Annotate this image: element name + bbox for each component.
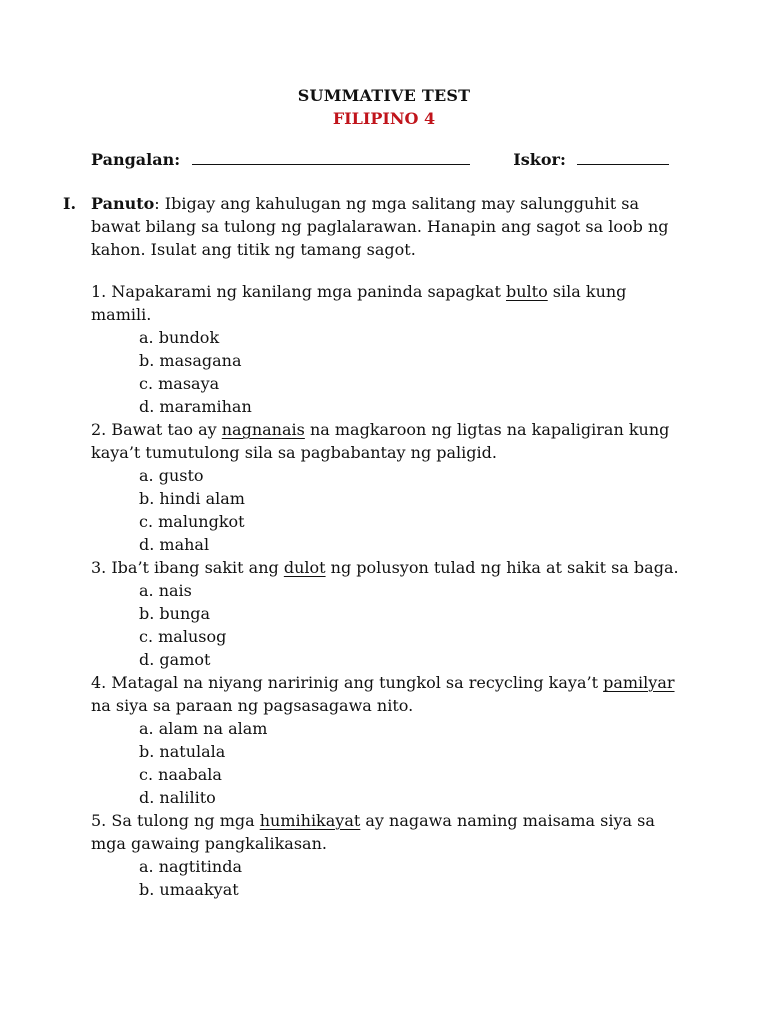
choice-list: [91, 326, 691, 418]
instructions-block: [63, 192, 683, 261]
student-info-row: [91, 150, 691, 169]
choice-option[interactable]: c. masaya: [139, 374, 220, 393]
underlined-word: dulot: [283, 558, 326, 577]
choice-option[interactable]: d. maramihan: [139, 397, 252, 416]
question-list: [91, 280, 691, 901]
question-text-after: ng polusyon tulad ng hika at sakit sa baga.: [325, 558, 679, 577]
choice-option[interactable]: d. nalilito: [139, 788, 216, 807]
choice-option[interactable]: c. malusog: [139, 627, 227, 646]
instructions-text: [91, 192, 683, 261]
choice-list: [91, 717, 691, 809]
choice-option[interactable]: b. masagana: [139, 351, 242, 370]
choice-option[interactable]: c. malungkot: [139, 512, 245, 531]
question-item: [91, 671, 691, 809]
underlined-word: humihikayat: [259, 811, 361, 830]
question-text: [91, 280, 691, 326]
choice-list: [91, 464, 691, 556]
question-item: [91, 418, 691, 556]
choice-option[interactable]: b. natulala: [139, 742, 226, 761]
underlined-word: nagnanais: [221, 420, 305, 439]
question-text: [91, 671, 691, 717]
score-blank-line[interactable]: [577, 150, 669, 165]
choice-list: [91, 855, 691, 901]
underlined-word: pamilyar: [603, 673, 675, 692]
score-label: Iskor:: [513, 150, 566, 169]
question-text: [91, 809, 691, 855]
choice-option[interactable]: b. bunga: [139, 604, 211, 623]
name-blank-line[interactable]: [192, 150, 470, 165]
instructions-body: : Ibigay ang kahulugan ng mga salitang may salungguhit sa bawat bilang sa tulong ng paglalarawan. Hanapin ang sagot sa loob ng kahon. Isulat ang titik ng tamang sagot.: [91, 194, 669, 259]
choice-list: [91, 579, 691, 671]
instructions-keyword: Panuto: [91, 194, 155, 213]
question-text-before: 1. Napakarami ng kanilang mga paninda sapagkat: [91, 282, 506, 301]
name-label: Pangalan:: [91, 150, 181, 169]
choice-option[interactable]: d. mahal: [139, 535, 210, 554]
choice-option[interactable]: a. gusto: [139, 466, 204, 485]
question-text-before: 3. Iba’t ibang sakit ang: [91, 558, 284, 577]
choice-option[interactable]: a. alam na alam: [139, 719, 268, 738]
question-text-after: ay nagawa naming maisama siya sa mga gawaing pangkalikasan.: [91, 811, 655, 853]
question-text-before: 2. Bawat tao ay: [91, 420, 222, 439]
question-text-before: 5. Sa tulong ng mga: [91, 811, 260, 830]
question-text: [91, 556, 691, 579]
section-number: I.: [63, 194, 77, 213]
question-item: [91, 809, 691, 901]
choice-option[interactable]: a. nais: [139, 581, 192, 600]
choice-option[interactable]: c. naabala: [139, 765, 222, 784]
question-item: [91, 556, 691, 671]
question-text-after: sila kung mamili.: [91, 282, 627, 324]
choice-option[interactable]: b. hindi alam: [139, 489, 245, 508]
choice-option[interactable]: b. umaakyat: [139, 880, 239, 899]
choice-option[interactable]: d. gamot: [139, 650, 211, 669]
page-title: SUMMATIVE TEST: [297, 86, 471, 105]
question-text-after: na siya sa paraan ng pagsasagawa nito.: [91, 696, 414, 715]
page-subtitle: FILIPINO 4: [332, 109, 436, 128]
question-text-before: 4. Matagal na niyang naririnig ang tungkol sa recycling kaya’t: [91, 673, 604, 692]
underlined-word: bulto: [505, 282, 548, 301]
choice-option[interactable]: a. nagtitinda: [139, 857, 242, 876]
question-item: [91, 280, 691, 418]
question-text-after: na magkaroon ng ligtas na kapaligiran kung kaya’t tumutulong sila sa pagbabantay ng paligid.: [91, 420, 670, 462]
choice-option[interactable]: a. bundok: [139, 328, 220, 347]
question-text: [91, 418, 691, 464]
